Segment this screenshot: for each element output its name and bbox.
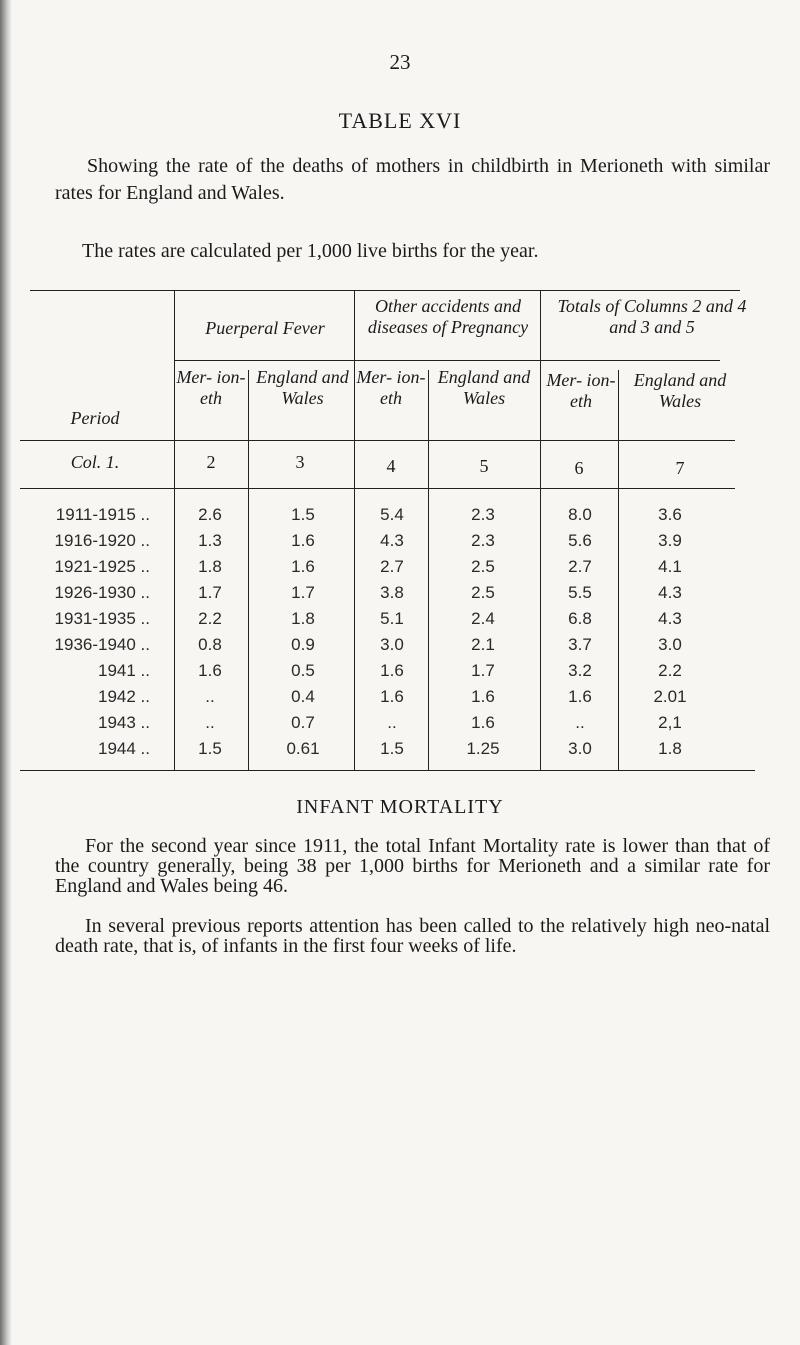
period-cell: 1931-1935 .. — [54, 609, 150, 628]
puerperal-england-cell: 0.4 — [291, 687, 315, 706]
puerperal-england-cell: 0.9 — [291, 635, 315, 654]
puerperal-merioneth-cell: 2.2 — [198, 609, 222, 628]
header-period: Period — [70, 408, 120, 428]
totals-england-cell: 4.3 — [658, 583, 682, 602]
header-england-wales: England and Wales — [256, 367, 349, 408]
totals-merioneth-cell: 3.0 — [568, 739, 592, 758]
totals-merioneth-cell: 5.6 — [568, 531, 592, 550]
paragraph-infant-mortality-rate: For the second year since 1911, the total Infant Mortality rate is lower than that of the country generally, being 38 per 1,000 births for Merioneth and a similar rate for England and Wales being 46. — [55, 835, 770, 897]
rule-col4-col5 — [428, 370, 429, 770]
column-number-1: Col. 1. — [70, 452, 120, 472]
puerperal-merioneth-cell: .. — [205, 713, 215, 732]
other-merioneth-cell: 1.6 — [380, 687, 404, 706]
totals-england-cell: 4.3 — [658, 609, 682, 628]
totals-merioneth-cell: 5.5 — [568, 583, 592, 602]
puerperal-england-cell: 1.5 — [291, 505, 315, 524]
other-merioneth-cell: 4.3 — [380, 531, 404, 550]
period-cell: 1921-1925 .. — [54, 557, 150, 576]
puerperal-england-cell: 1.6 — [291, 531, 315, 550]
other-merioneth-cell: 5.4 — [380, 505, 404, 524]
rule-after-period — [174, 290, 175, 770]
column-number-rule — [20, 488, 735, 489]
other-england-cell: 1.25 — [466, 739, 500, 758]
other-merioneth-cell: 3.0 — [380, 635, 404, 654]
header-england-wales: England and Wales — [437, 367, 531, 408]
totals-england-cell: 3.6 — [658, 505, 682, 524]
column-number-4: 4 — [386, 456, 396, 476]
other-england-cell: 2.1 — [471, 635, 495, 654]
other-merioneth-cell: 1.6 — [380, 661, 404, 680]
header-puerperal-fever: Puerperal Fever — [205, 318, 325, 338]
other-merioneth-cell: 2.7 — [380, 557, 404, 576]
group-header-rule — [175, 360, 720, 361]
puerperal-merioneth-cell: 1.3 — [198, 531, 222, 550]
other-england-cell: 1.6 — [471, 713, 495, 732]
header-totals: Totals of Columns 2 and 4 and 3 and 5 — [557, 296, 747, 337]
period-cell: 1941 .. — [98, 661, 150, 680]
totals-merioneth-cell: 3.7 — [568, 635, 592, 654]
totals-england-cell: 2,1 — [658, 713, 682, 732]
puerperal-merioneth-cell: 1.8 — [198, 557, 222, 576]
puerperal-england-cell: 0.7 — [291, 713, 315, 732]
subheader-rule — [20, 440, 735, 441]
totals-england-cell: 3.9 — [658, 531, 682, 550]
totals-england-cell: 1.8 — [658, 739, 682, 758]
header-other-accidents: Other accidents and diseases of Pregnancy — [367, 296, 529, 337]
rates-note: The rates are calculated per 1,000 live births for the year. — [82, 240, 539, 262]
other-merioneth-cell: 3.8 — [380, 583, 404, 602]
section-heading: INFANT MORTALITY — [296, 796, 504, 818]
rule-col6-col7 — [618, 370, 619, 770]
header-merioneth: Mer- ion- eth — [546, 370, 616, 411]
other-merioneth-cell: .. — [387, 713, 397, 732]
puerperal-merioneth-cell: 2.6 — [198, 505, 222, 524]
header-england-wales: England and Wales — [633, 370, 727, 411]
puerperal-merioneth-cell: 0.8 — [198, 635, 222, 654]
table-title: TABLE XVI — [338, 108, 462, 133]
table-top-rule — [30, 290, 740, 291]
period-cell: 1911-1915 .. — [55, 505, 150, 524]
other-england-cell: 2.3 — [471, 531, 495, 550]
table-bottom-rule — [20, 770, 755, 771]
puerperal-england-cell: 0.5 — [291, 661, 315, 680]
other-england-cell: 1.7 — [471, 661, 495, 680]
rule-col2-col3 — [248, 370, 249, 770]
page-number: 23 — [389, 50, 411, 74]
totals-merioneth-cell: .. — [575, 713, 585, 732]
totals-england-cell: 2.01 — [653, 687, 687, 706]
other-merioneth-cell: 5.1 — [380, 609, 404, 628]
totals-merioneth-cell: 2.7 — [568, 557, 592, 576]
totals-merioneth-cell: 3.2 — [568, 661, 592, 680]
rule-after-other — [540, 290, 541, 770]
period-cell: 1916-1920 .. — [54, 531, 150, 550]
column-number-2: 2 — [206, 452, 216, 472]
puerperal-england-cell: 1.6 — [291, 557, 315, 576]
totals-england-cell: 2.2 — [658, 661, 682, 680]
puerperal-england-cell: 0.61 — [286, 739, 320, 758]
header-merioneth: Mer- ion- eth — [176, 367, 246, 408]
puerperal-england-cell: 1.8 — [291, 609, 315, 628]
period-cell: 1936-1940 .. — [54, 635, 150, 654]
other-merioneth-cell: 1.5 — [380, 739, 404, 758]
column-number-7: 7 — [675, 458, 685, 478]
period-cell: 1926-1930 .. — [54, 583, 150, 602]
puerperal-merioneth-cell: 1.6 — [198, 661, 222, 680]
period-cell: 1942 .. — [98, 687, 150, 706]
period-cell: 1943 .. — [98, 713, 150, 732]
header-merioneth: Mer- ion- eth — [356, 367, 426, 408]
column-number-6: 6 — [574, 458, 584, 478]
other-england-cell: 1.6 — [471, 687, 495, 706]
rule-after-puerperal — [354, 290, 355, 770]
totals-merioneth-cell: 8.0 — [568, 505, 592, 524]
paragraph-neonatal-death-rate: In several previous reports attention has been called to the relatively high neo-natal death rate, that is, of infants in the first four weeks of life. — [55, 915, 770, 957]
totals-england-cell: 3.0 — [658, 635, 682, 654]
other-england-cell: 2.3 — [471, 505, 495, 524]
puerperal-england-cell: 1.7 — [291, 583, 315, 602]
other-england-cell: 2.5 — [471, 557, 495, 576]
table-description: Showing the rate of the deaths of mothers in childbirth in Merioneth with similar rates for England and Wales. — [55, 155, 770, 204]
totals-england-cell: 4.1 — [658, 557, 682, 576]
period-cell: 1944 .. — [98, 739, 150, 758]
puerperal-merioneth-cell: 1.7 — [198, 583, 222, 602]
column-number-3: 3 — [295, 452, 305, 472]
column-number-5: 5 — [479, 456, 489, 476]
puerperal-merioneth-cell: .. — [205, 687, 215, 706]
other-england-cell: 2.5 — [471, 583, 495, 602]
puerperal-merioneth-cell: 1.5 — [198, 739, 222, 758]
other-england-cell: 2.4 — [471, 609, 495, 628]
totals-merioneth-cell: 6.8 — [568, 609, 592, 628]
totals-merioneth-cell: 1.6 — [568, 687, 592, 706]
